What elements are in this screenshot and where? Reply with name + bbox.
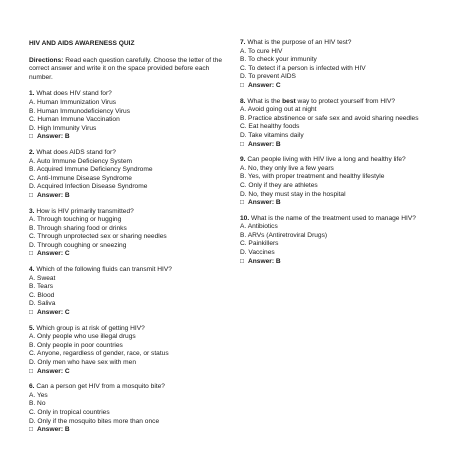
directions-label: Directions: — [29, 56, 64, 64]
option-c: C. Painkillers — [240, 240, 279, 248]
option-c: C. Only in tropical countries — [29, 408, 110, 416]
question-text: What does HIV stand for? — [34, 90, 112, 98]
checkbox-icon: □ — [240, 257, 244, 265]
option-c: C. Human Immune Vaccination — [29, 116, 120, 124]
question-10-stem — [240, 215, 440, 224]
question-6-stem — [29, 383, 225, 392]
question-4 — [29, 266, 225, 318]
option-b: B. Only people in poor countries — [29, 341, 123, 349]
question-text-pre: What is the — [245, 97, 283, 105]
option-d: D. Only if the mosquito bites more than once — [29, 417, 160, 425]
checkbox-icon: □ — [29, 250, 33, 258]
question-1-stem — [29, 90, 225, 99]
answer-label: Answer: — [248, 81, 276, 89]
checkbox-icon: □ — [29, 191, 33, 199]
answer-line — [240, 258, 440, 267]
question-text: Which group is at risk of getting HIV? — [34, 324, 145, 332]
option-b: B. Practice abstinence or safe sex and avoid sharing needles — [240, 114, 419, 122]
option-a: A. Human Immunization Virus — [29, 98, 117, 106]
question-number: 1. — [29, 90, 35, 98]
answer-label: Answer: — [37, 309, 65, 317]
option-c: C. Blood — [29, 291, 55, 299]
answer-value: B — [275, 140, 281, 148]
checkbox-icon: □ — [240, 140, 244, 148]
question-10 — [240, 215, 440, 267]
question-1 — [29, 90, 225, 142]
quiz-title: HIV AND AIDS AWARENESS QUIZ — [29, 40, 135, 47]
option-b: B. Human Immunodeficiency Virus — [29, 107, 131, 115]
option-a: A. Through touching or hugging — [29, 216, 122, 224]
answer-label: Answer: — [37, 367, 65, 375]
checkbox-icon: □ — [29, 309, 33, 317]
option-b: B. ARVs (Antiretroviral Drugs) — [240, 231, 328, 239]
answer-line — [29, 426, 225, 435]
question-5-stem — [29, 325, 225, 334]
question-number: 6. — [29, 383, 35, 391]
question-text: What does AIDS stand for? — [34, 148, 116, 156]
option-a: A. To cure HIV — [240, 47, 283, 55]
option-c: C. To detect if a person is infected with HIV — [240, 64, 366, 72]
question-number: 4. — [29, 266, 35, 274]
question-text: Can people living with HIV live a long and healthy life? — [245, 156, 406, 164]
answer-value: C — [64, 250, 70, 258]
option-d: D. Only men who have sex with men — [29, 359, 137, 366]
option-a: A. Avoid going out at night — [240, 106, 317, 114]
answer-label: Answer: — [248, 257, 276, 265]
option-c: C. Only if they are athletes — [240, 181, 318, 189]
answer-line — [29, 309, 225, 318]
answer-label: Answer: — [248, 199, 276, 207]
question-text: How is HIV primarily transmitted? — [34, 207, 134, 215]
directions — [29, 57, 225, 83]
answer-value: B — [64, 191, 70, 199]
answer-label: Answer: — [37, 250, 65, 258]
question-2-stem — [29, 149, 225, 158]
question-number: 2. — [29, 148, 35, 156]
question-text-post: way to protect yourself from HIV? — [295, 97, 396, 105]
checkbox-icon: □ — [240, 199, 244, 207]
answer-value: B — [275, 257, 281, 265]
answer-line — [240, 199, 440, 208]
option-d: D. Acquired Infection Disease Syndrome — [29, 183, 148, 191]
option-a: A. Antibiotics — [240, 223, 278, 231]
option-a: A. Auto Immune Deficiency System — [29, 157, 132, 165]
option-c: C. Eat healthy foods — [240, 123, 300, 131]
option-d: D. Saliva — [29, 300, 56, 308]
answer-line — [240, 141, 440, 150]
question-number: 8. — [240, 97, 246, 105]
question-number: 10. — [240, 214, 250, 222]
answer-line — [29, 133, 225, 142]
question-8-stem — [240, 98, 440, 107]
answer-label: Answer: — [248, 140, 276, 148]
question-number: 3. — [29, 207, 35, 215]
answer-line — [29, 192, 225, 201]
checkbox-icon: □ — [240, 81, 244, 89]
question-text: Which of the following fluids can transmit HIV? — [34, 266, 172, 274]
question-7 — [240, 39, 440, 91]
answer-value: C — [275, 81, 281, 89]
right-column — [240, 39, 440, 273]
option-a: A. Only people who use illegal drugs — [29, 333, 136, 341]
option-b: B. Acquired Immune Deficiency Syndrome — [29, 166, 153, 174]
question-text-emphasis: best — [282, 97, 296, 105]
answer-label: Answer: — [37, 426, 65, 434]
option-b: B. Through sharing food or drinks — [29, 224, 127, 232]
checkbox-icon: □ — [29, 367, 33, 375]
option-c: C. Through unprotected sex or sharing needles — [29, 233, 167, 241]
option-b: B. Tears — [29, 283, 54, 291]
answer-value: B — [64, 426, 70, 434]
question-2 — [29, 149, 225, 201]
question-8 — [240, 98, 440, 150]
answer-line — [29, 250, 225, 259]
question-3 — [29, 208, 225, 260]
option-d: D. Through coughing or sneezing — [29, 241, 127, 249]
option-c: C. Anti-Immune Disease Syndrome — [29, 174, 132, 182]
answer-line — [240, 82, 440, 91]
question-5 — [29, 325, 225, 377]
option-c: C. Anyone, regardless of gender, race, or status — [29, 350, 169, 358]
question-text: What is the purpose of an HIV test? — [245, 39, 352, 46]
option-a: A. No, they only live a few years — [240, 164, 334, 172]
answer-line — [29, 368, 225, 377]
checkbox-icon: □ — [29, 133, 33, 141]
answer-label: Answer: — [37, 133, 65, 141]
question-3-stem — [29, 208, 225, 217]
option-d: D. To prevent AIDS — [240, 73, 296, 81]
option-b: B. Yes, with proper treatment and healthy lifestyle — [240, 173, 385, 181]
answer-value: B — [64, 133, 70, 141]
question-number: 5. — [29, 324, 35, 332]
question-text: Can a person get HIV from a mosquito bite? — [34, 383, 165, 391]
answer-value: C — [64, 309, 70, 317]
question-9-stem — [240, 156, 440, 165]
question-7-stem — [240, 39, 440, 48]
option-d: D. High Immunity Virus — [29, 124, 97, 132]
question-6 — [29, 383, 225, 435]
question-4-stem — [29, 266, 225, 275]
checkbox-icon: □ — [29, 426, 33, 434]
directions-text: Read each question carefully. Choose the letter of the correct answer and write it on the space provided before each number. — [29, 56, 223, 81]
option-b: B. To check your immunity — [240, 56, 317, 64]
option-d: D. Take vitamins daily — [240, 131, 304, 139]
answer-value: C — [64, 367, 70, 375]
option-a: A. Yes — [29, 391, 48, 399]
left-column — [29, 40, 225, 442]
question-9 — [240, 156, 440, 208]
option-d: D. Vaccines — [240, 249, 275, 257]
question-text: What is the name of the treatment used to manage HIV? — [249, 214, 416, 222]
answer-label: Answer: — [37, 191, 65, 199]
option-d: D. No, they must stay in the hospital — [240, 190, 346, 198]
option-b: B. No — [29, 400, 46, 408]
option-a: A. Sweat — [29, 274, 56, 282]
question-number: 9. — [240, 156, 246, 164]
answer-value: B — [275, 199, 281, 207]
question-number: 7. — [240, 39, 246, 46]
